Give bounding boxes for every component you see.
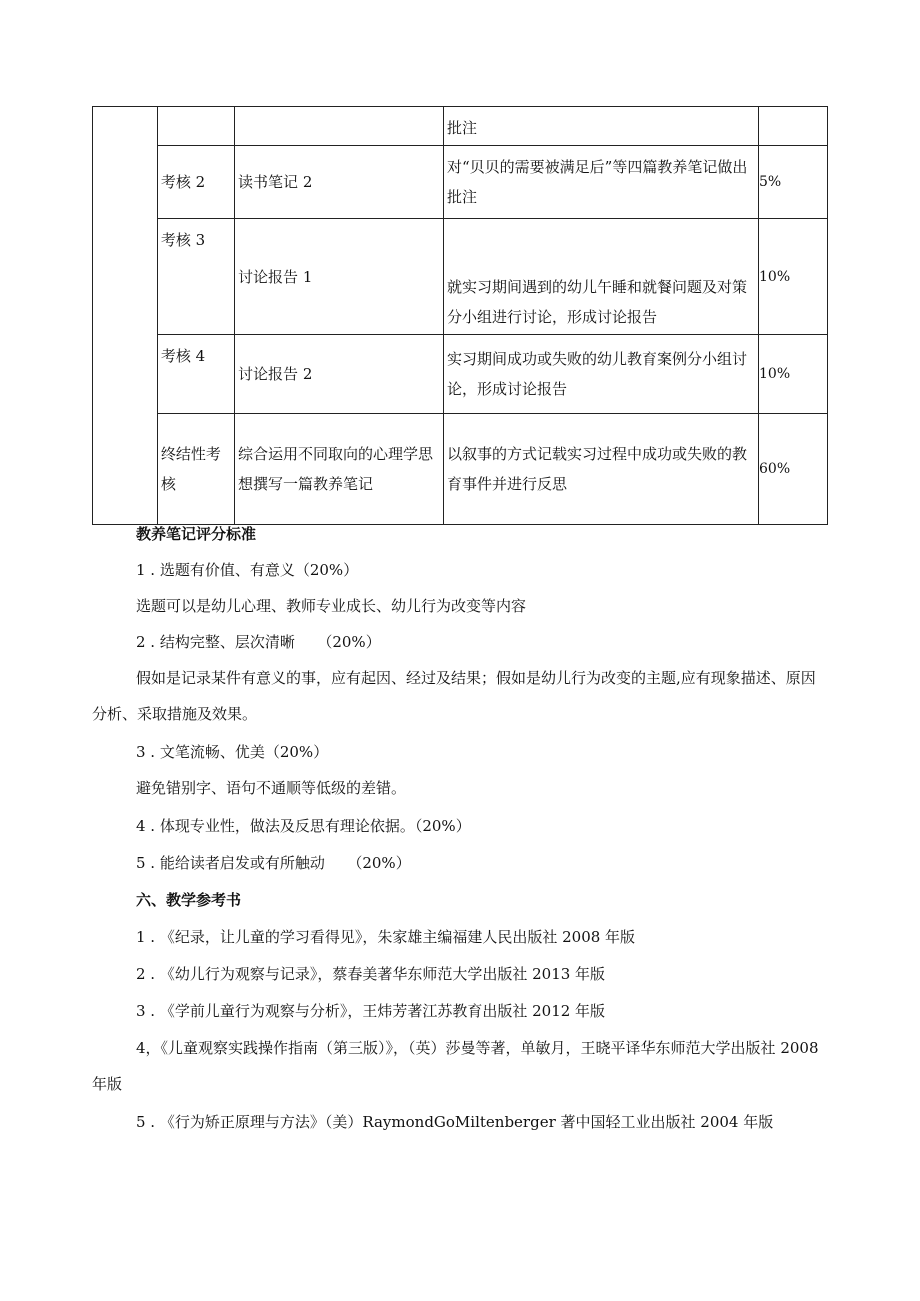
references-heading: 六、教学参考书: [136, 891, 242, 909]
cell-item: [157, 107, 234, 146]
criterion-5: 5 . 能给读者启发或有所触动 （20%）: [136, 854, 411, 872]
criterion-1-desc: 选题可以是幼儿心理、教师专业成长、幼儿行为改变等内容: [136, 597, 527, 615]
cell-form: 讨论报告 1: [235, 219, 444, 335]
reference-4: 4，《儿童观察实践操作指南（第三版）》，（英）莎曼等著，单敏月，王晓平译华东师范大学出版社 2008 年版: [92, 1039, 819, 1093]
cell-weight: 10%: [759, 335, 828, 414]
table-row: [93, 146, 828, 219]
cell-content: 就实习期间遇到的幼儿午睡和就餐问题及对策分小组进行讨论，形成讨论报告: [444, 219, 759, 335]
table-row: [93, 414, 828, 525]
cell-content: 以叙事的方式记载实习过程中成功或失败的教育事件并进行反思: [444, 414, 759, 525]
assessment-table: [92, 106, 828, 525]
cell-weight: 10%: [759, 219, 828, 335]
reference-3: 3 . 《学前儿童行为观察与分析》，王炜芳著江苏教育出版社 2012 年版: [136, 1002, 606, 1020]
cell-form: [235, 107, 444, 146]
cell-form: 综合运用不同取向的心理学思想撰写一篇教养笔记: [235, 414, 444, 525]
cell-content: 批注: [444, 107, 759, 146]
table-row: [93, 335, 828, 414]
criterion-1: 1 . 选题有价值、有意义（20%）: [136, 561, 359, 579]
cell-item: 终结性考核: [157, 414, 234, 525]
cell-item: 考核 3: [157, 219, 234, 335]
cell-weight: 5%: [759, 146, 828, 219]
cell-form: 讨论报告 2: [235, 335, 444, 414]
table-row: [93, 107, 828, 146]
table-row: [93, 219, 828, 335]
cell-content: 实习期间成功或失败的幼儿教育案例分小组讨论，形成讨论报告: [444, 335, 759, 414]
criterion-2: 2 . 结构完整、层次清晰 （20%）: [136, 633, 381, 651]
criterion-2-desc: 假如是记录某件有意义的事，应有起因、经过及结果；假如是幼儿行为改变的主题,应有现象描述、原因分析、采取措施及效果。: [92, 669, 816, 723]
criterion-3-desc: 避免错别字、语句不通顺等低级的差错。: [136, 779, 407, 797]
merged-category-cell: [93, 107, 158, 525]
cell-item: 考核 4: [157, 335, 234, 414]
cell-weight: 60%: [759, 414, 828, 525]
cell-content: 对“贝贝的需要被满足后”等四篇教养笔记做出批注: [444, 146, 759, 219]
reference-2: 2 . 《幼儿行为观察与记录》，蔡春美著华东师范大学出版社 2013 年版: [136, 965, 606, 983]
grading-heading: 教养笔记评分标准: [136, 525, 257, 543]
criterion-3: 3 . 文笔流畅、优美（20%）: [136, 743, 329, 761]
cell-weight: [759, 107, 828, 146]
cell-form: 读书笔记 2: [235, 146, 444, 219]
criterion-4: 4 . 体现专业性，做法及反思有理论依据。（20%）: [136, 817, 471, 835]
cell-item: 考核 2: [157, 146, 234, 219]
reference-5: 5 . 《行为矫正原理与方法》（美）RaymondGoMiltenberger 著中国轻工业出版社 2004 年版: [136, 1113, 774, 1131]
reference-1: 1 . 《纪录，让儿童的学习看得见》，朱家雄主编福建人民出版社 2008 年版: [136, 928, 636, 946]
